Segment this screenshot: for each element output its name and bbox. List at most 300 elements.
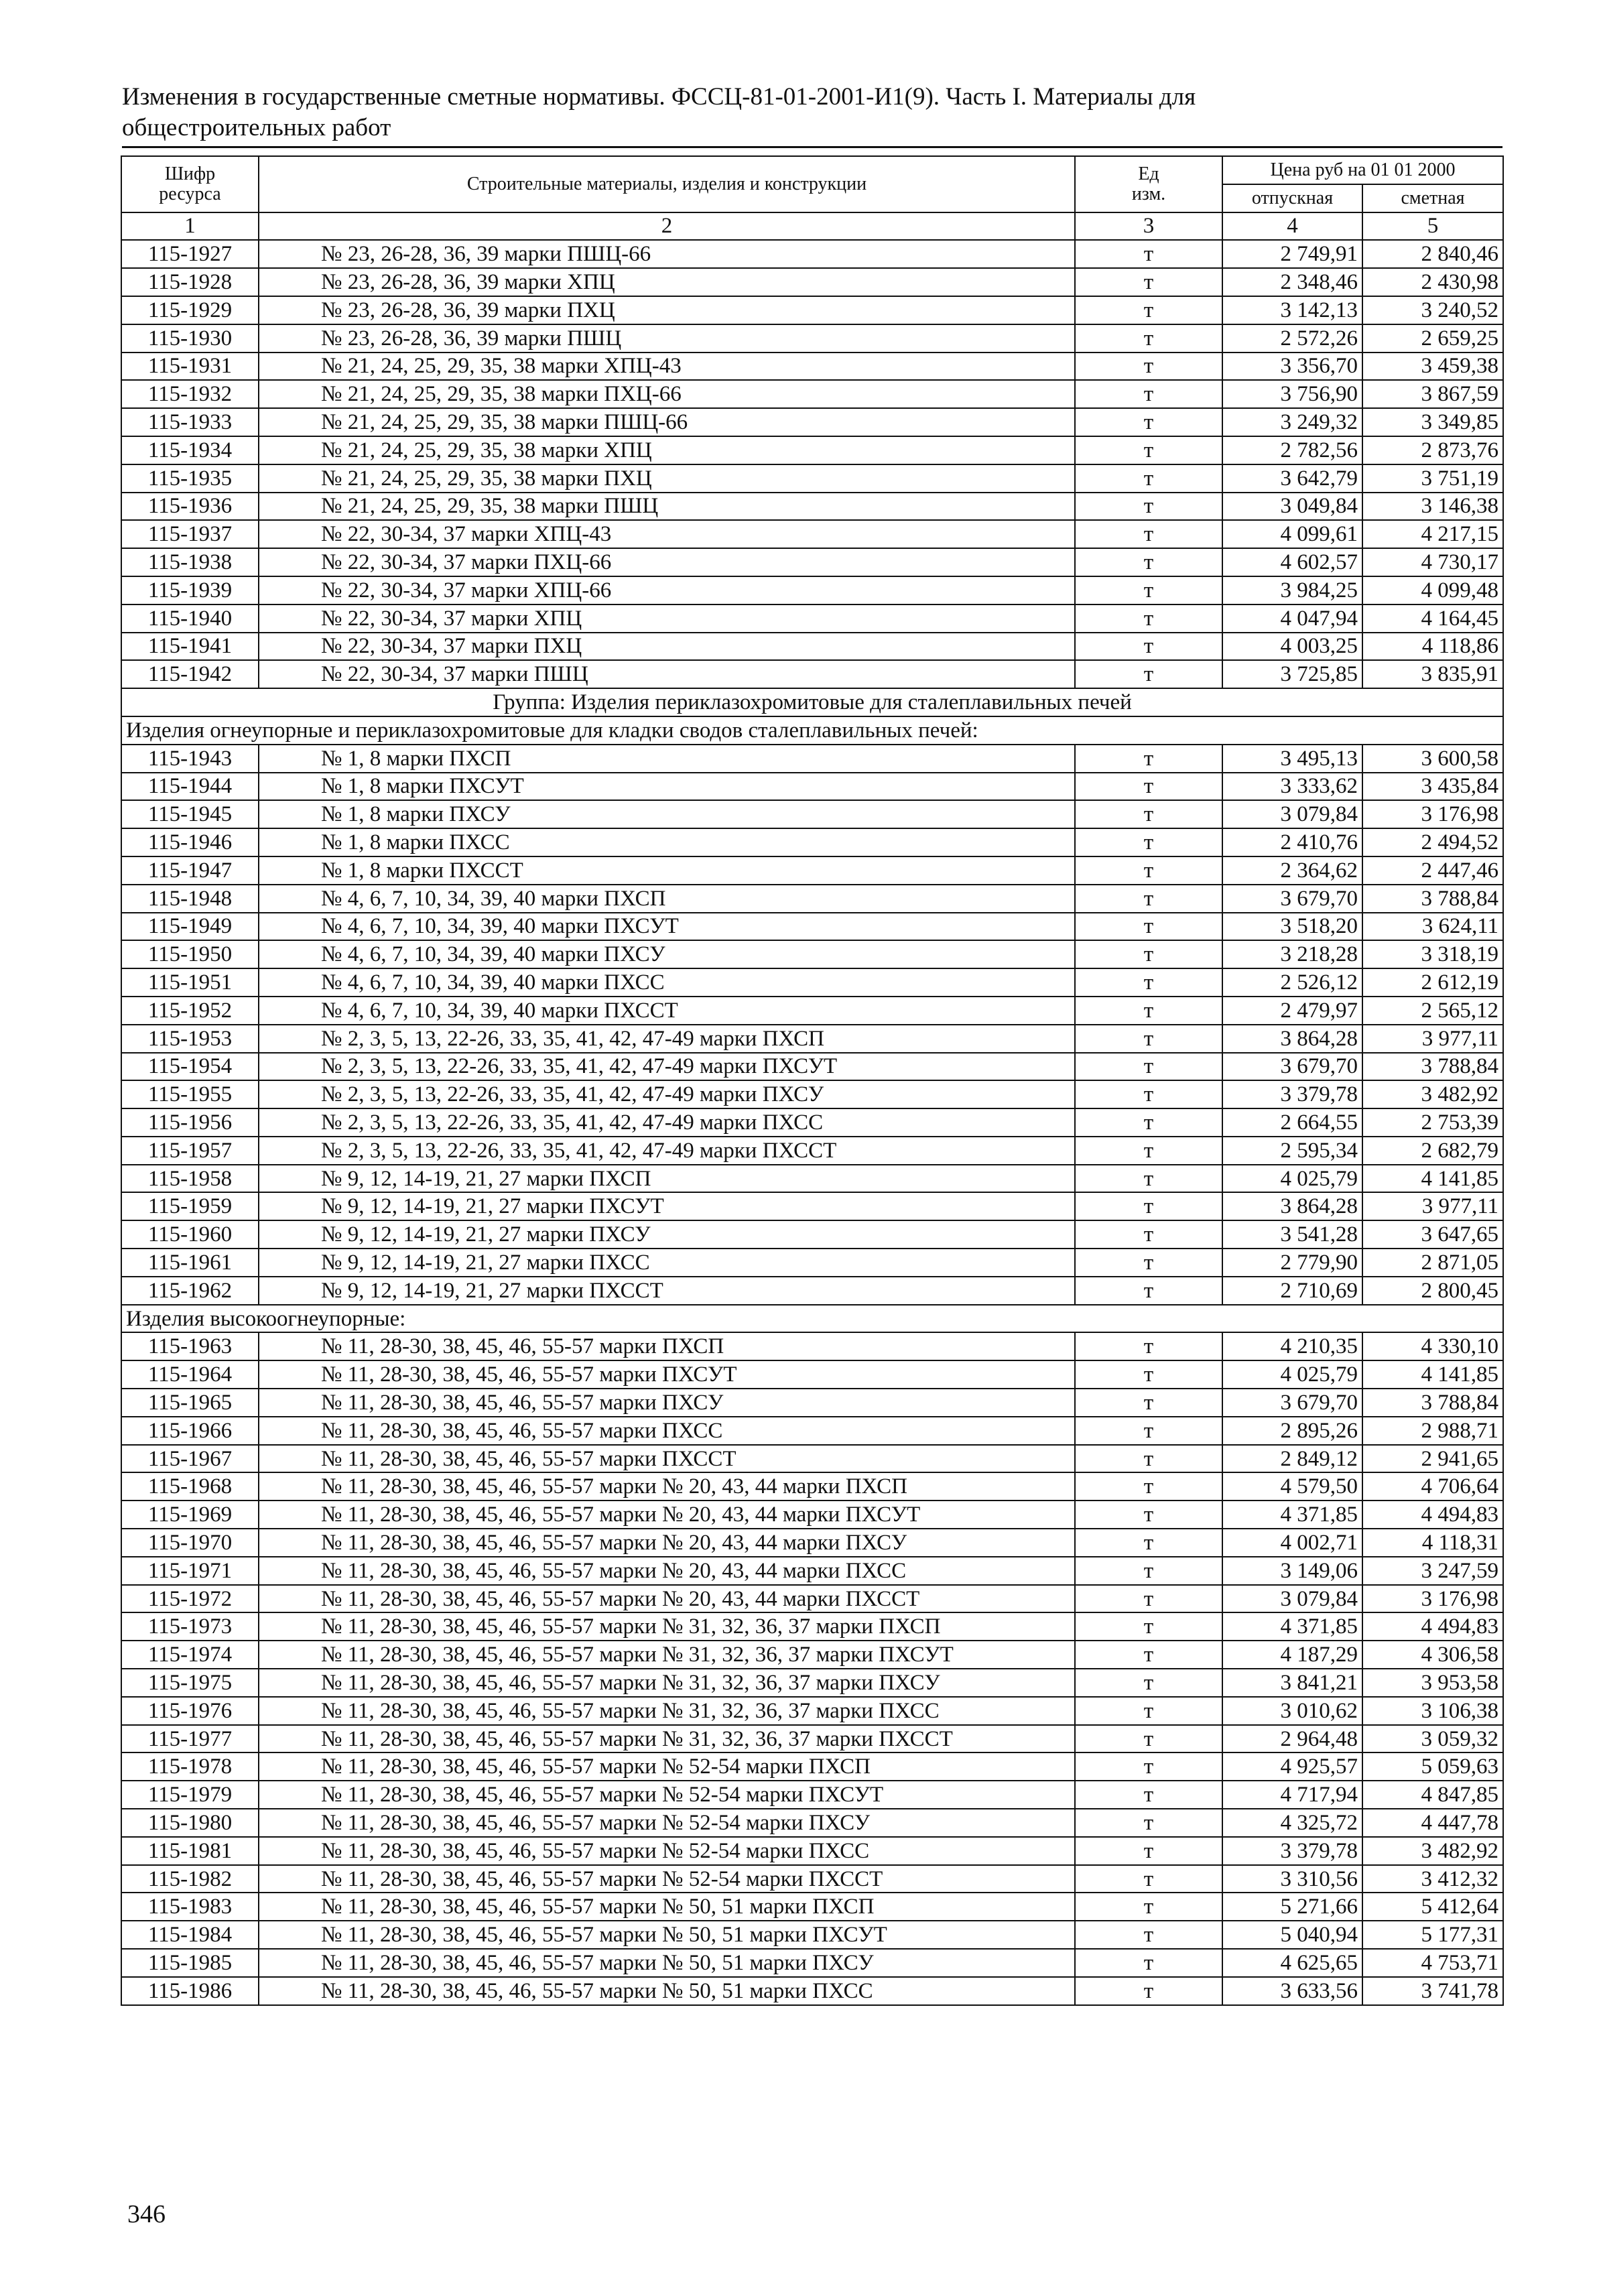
estimate-price: 3 146,38 [1362, 493, 1503, 521]
unit: т [1075, 604, 1222, 633]
unit: т [1075, 940, 1222, 968]
release-price: 2 348,46 [1222, 268, 1362, 296]
estimate-price: 3 059,32 [1362, 1725, 1503, 1753]
release-price: 4 371,85 [1222, 1501, 1362, 1529]
resource-code: 115-1953 [121, 1025, 259, 1053]
estimate-price: 4 141,85 [1362, 1165, 1503, 1193]
table-row [121, 436, 1503, 464]
group-row [121, 688, 1503, 716]
estimate-price: 4 494,83 [1362, 1501, 1503, 1529]
table-row [121, 913, 1503, 941]
material-name: № 2, 3, 5, 13, 22-26, 33, 35, 41, 42, 47-49 марки ПХСС [259, 1108, 1075, 1137]
table-row [121, 1585, 1503, 1613]
code-header-line-1: Шифр [164, 163, 216, 184]
estimate-price: 5 412,64 [1362, 1893, 1503, 1921]
unit: т [1075, 324, 1222, 353]
unit: т [1075, 745, 1222, 773]
resource-code: 115-1977 [121, 1725, 259, 1753]
resource-code: 115-1984 [121, 1921, 259, 1949]
unit: т [1075, 1865, 1222, 1893]
table-row [121, 1417, 1503, 1445]
table-row [121, 493, 1503, 521]
unit: т [1075, 1697, 1222, 1725]
material-name: № 21, 24, 25, 29, 35, 38 марки ПХЦ [259, 464, 1075, 493]
table-row [121, 885, 1503, 913]
release-price: 3 079,84 [1222, 800, 1362, 828]
material-name: № 11, 28-30, 38, 45, 46, 55-57 марки № 50, 51 марки ПХСП [259, 1893, 1075, 1921]
unit: т [1075, 1220, 1222, 1249]
release-price: 3 633,56 [1222, 1977, 1362, 2005]
subgroup-row [121, 716, 1503, 745]
column-header-estimate: сметная [1362, 184, 1503, 212]
resource-code: 115-1950 [121, 940, 259, 968]
resource-code: 115-1942 [121, 660, 259, 688]
table-row [121, 856, 1503, 885]
table-row [121, 1332, 1503, 1360]
release-price: 2 364,62 [1222, 856, 1362, 885]
resource-code: 115-1948 [121, 885, 259, 913]
table-row [121, 1137, 1503, 1165]
material-name: № 23, 26-28, 36, 39 марки ПШЦ [259, 324, 1075, 353]
estimate-price: 2 659,25 [1362, 324, 1503, 353]
material-name: № 1, 8 марки ПХСУТ [259, 773, 1075, 801]
release-price: 4 925,57 [1222, 1752, 1362, 1781]
release-price: 4 003,25 [1222, 633, 1362, 661]
release-price: 2 526,12 [1222, 968, 1362, 997]
unit: т [1075, 856, 1222, 885]
subgroup-title: Изделия высокоогнеупорные: [121, 1305, 1503, 1333]
unit: т [1075, 633, 1222, 661]
unit: т [1075, 1137, 1222, 1165]
estimate-price: 3 412,32 [1362, 1865, 1503, 1893]
estimate-price: 4 306,58 [1362, 1641, 1503, 1669]
unit: т [1075, 520, 1222, 548]
release-price: 4 025,79 [1222, 1165, 1362, 1193]
release-price: 2 779,90 [1222, 1249, 1362, 1277]
table-row [121, 1669, 1503, 1697]
unit: т [1075, 296, 1222, 324]
table-row [121, 1893, 1503, 1921]
unit: т [1075, 660, 1222, 688]
table-row [121, 997, 1503, 1025]
material-name: № 23, 26-28, 36, 39 марки ПХЦ [259, 296, 1075, 324]
release-price: 3 249,32 [1222, 408, 1362, 436]
unit: т [1075, 1108, 1222, 1137]
table-section-b [121, 745, 1503, 1305]
material-name: № 11, 28-30, 38, 45, 46, 55-57 марки ПХСС [259, 1417, 1075, 1445]
resource-code: 115-1968 [121, 1472, 259, 1501]
table-section-c [121, 1332, 1503, 2004]
unit: т [1075, 885, 1222, 913]
resource-code: 115-1964 [121, 1360, 259, 1389]
estimate-price: 4 706,64 [1362, 1472, 1503, 1501]
resource-code: 115-1976 [121, 1697, 259, 1725]
release-price: 3 379,78 [1222, 1837, 1362, 1865]
release-price: 3 310,56 [1222, 1865, 1362, 1893]
release-price: 2 895,26 [1222, 1417, 1362, 1445]
material-name: № 11, 28-30, 38, 45, 46, 55-57 марки № 50, 51 марки ПХСУ [259, 1949, 1075, 1977]
estimate-price: 3 318,19 [1362, 940, 1503, 968]
estimate-price: 3 977,11 [1362, 1025, 1503, 1053]
material-name: № 11, 28-30, 38, 45, 46, 55-57 марки № 52-54 марки ПХСУ [259, 1809, 1075, 1837]
resource-code: 115-1967 [121, 1445, 259, 1473]
table-row [121, 324, 1503, 353]
release-price: 5 271,66 [1222, 1893, 1362, 1921]
unit: т [1075, 353, 1222, 381]
resource-code: 115-1936 [121, 493, 259, 521]
table-section-a [121, 240, 1503, 688]
table-row [121, 1277, 1503, 1305]
estimate-price: 3 788,84 [1362, 1053, 1503, 1081]
unit: т [1075, 1360, 1222, 1389]
column-header-name: Строительные материалы, изделия и конструкции [259, 156, 1075, 212]
estimate-price: 2 871,05 [1362, 1249, 1503, 1277]
estimate-price: 3 176,98 [1362, 800, 1503, 828]
material-name: № 21, 24, 25, 29, 35, 38 марки ПШЦ-66 [259, 408, 1075, 436]
unit: т [1075, 773, 1222, 801]
table-row [121, 1445, 1503, 1473]
release-price: 3 518,20 [1222, 913, 1362, 941]
estimate-price: 2 988,71 [1362, 1417, 1503, 1445]
table-row [121, 940, 1503, 968]
release-price: 3 756,90 [1222, 380, 1362, 408]
unit: т [1075, 1949, 1222, 1977]
material-name: № 4, 6, 7, 10, 34, 39, 40 марки ПХСУ [259, 940, 1075, 968]
table-row [121, 1053, 1503, 1081]
release-price: 3 679,70 [1222, 885, 1362, 913]
material-name: № 2, 3, 5, 13, 22-26, 33, 35, 41, 42, 47-49 марки ПХСУ [259, 1080, 1075, 1108]
estimate-price: 4 118,31 [1362, 1529, 1503, 1557]
estimate-price: 3 176,98 [1362, 1585, 1503, 1613]
header-line-2: общестроительных работ [122, 114, 391, 141]
unit: т [1075, 1192, 1222, 1220]
resource-code: 115-1940 [121, 604, 259, 633]
resource-code: 115-1932 [121, 380, 259, 408]
table-row [121, 1165, 1503, 1193]
release-price: 2 664,55 [1222, 1108, 1362, 1137]
estimate-price: 2 840,46 [1362, 240, 1503, 268]
material-name: № 11, 28-30, 38, 45, 46, 55-57 марки № 52-54 марки ПХСС [259, 1837, 1075, 1865]
resource-code: 115-1975 [121, 1669, 259, 1697]
estimate-price: 2 494,52 [1362, 828, 1503, 856]
table-row [121, 268, 1503, 296]
estimate-price: 3 867,59 [1362, 380, 1503, 408]
resource-code: 115-1985 [121, 1949, 259, 1977]
unit: т [1075, 493, 1222, 521]
unit: т [1075, 1893, 1222, 1921]
material-name: № 22, 30-34, 37 марки ХПЦ-43 [259, 520, 1075, 548]
resource-code: 115-1978 [121, 1752, 259, 1781]
estimate-price: 4 753,71 [1362, 1949, 1503, 1977]
resource-code: 115-1949 [121, 913, 259, 941]
estimate-price: 3 953,58 [1362, 1669, 1503, 1697]
table-row [121, 1529, 1503, 1557]
release-price: 4 625,65 [1222, 1949, 1362, 1977]
estimate-price: 3 788,84 [1362, 885, 1503, 913]
resource-code: 115-1957 [121, 1137, 259, 1165]
column-number: 1 [121, 212, 259, 241]
release-price: 2 849,12 [1222, 1445, 1362, 1473]
unit: т [1075, 1921, 1222, 1949]
table-row [121, 1809, 1503, 1837]
unit: т [1075, 1781, 1222, 1809]
table-row [121, 1192, 1503, 1220]
release-price: 3 841,21 [1222, 1669, 1362, 1697]
estimate-price: 3 835,91 [1362, 660, 1503, 688]
material-name: № 11, 28-30, 38, 45, 46, 55-57 марки № 31, 32, 36, 37 марки ПХССТ [259, 1725, 1075, 1753]
material-name: № 1, 8 марки ПХСС [259, 828, 1075, 856]
release-price: 3 495,13 [1222, 745, 1362, 773]
table-row [121, 660, 1503, 688]
estimate-price: 4 141,85 [1362, 1360, 1503, 1389]
unit: т [1075, 1585, 1222, 1613]
estimate-price: 5 059,63 [1362, 1752, 1503, 1781]
release-price: 4 717,94 [1222, 1781, 1362, 1809]
resource-code: 115-1945 [121, 800, 259, 828]
unit: т [1075, 240, 1222, 268]
unit: т [1075, 408, 1222, 436]
resource-code: 115-1979 [121, 1781, 259, 1809]
material-name: № 23, 26-28, 36, 39 марки ХПЦ [259, 268, 1075, 296]
estimate-price: 4 447,78 [1362, 1809, 1503, 1837]
estimate-price: 3 600,58 [1362, 745, 1503, 773]
material-name: № 4, 6, 7, 10, 34, 39, 40 марки ПХСС [259, 968, 1075, 997]
material-name: № 21, 24, 25, 29, 35, 38 марки ПШЦ [259, 493, 1075, 521]
table-row [121, 1781, 1503, 1809]
release-price: 3 142,13 [1222, 296, 1362, 324]
estimate-price: 2 800,45 [1362, 1277, 1503, 1305]
resource-code: 115-1962 [121, 1277, 259, 1305]
unit: т [1075, 1472, 1222, 1501]
release-price: 3 864,28 [1222, 1192, 1362, 1220]
unit: т [1075, 1837, 1222, 1865]
release-price: 4 187,29 [1222, 1641, 1362, 1669]
subgroup-section [121, 1305, 1503, 1333]
material-name: № 22, 30-34, 37 марки ХПЦ [259, 604, 1075, 633]
resource-code: 115-1983 [121, 1893, 259, 1921]
estimate-price: 4 494,83 [1362, 1612, 1503, 1641]
table-row [121, 1472, 1503, 1501]
table-row [121, 773, 1503, 801]
table-row [121, 1921, 1503, 1949]
resource-code: 115-1941 [121, 633, 259, 661]
unit: т [1075, 1165, 1222, 1193]
unit: т [1075, 1080, 1222, 1108]
material-name: № 2, 3, 5, 13, 22-26, 33, 35, 41, 42, 47-49 марки ПХССТ [259, 1137, 1075, 1165]
unit: т [1075, 800, 1222, 828]
material-name: № 11, 28-30, 38, 45, 46, 55-57 марки ПХССТ [259, 1445, 1075, 1473]
material-name: № 22, 30-34, 37 марки ХПЦ-66 [259, 576, 1075, 604]
estimate-price: 2 753,39 [1362, 1108, 1503, 1137]
table-row [121, 576, 1503, 604]
resource-code: 115-1970 [121, 1529, 259, 1557]
estimate-price: 3 482,92 [1362, 1837, 1503, 1865]
release-price: 2 572,26 [1222, 324, 1362, 353]
release-price: 3 149,06 [1222, 1557, 1362, 1585]
estimate-price: 3 741,78 [1362, 1977, 1503, 2005]
resource-code: 115-1934 [121, 436, 259, 464]
estimate-price: 4 099,48 [1362, 576, 1503, 604]
release-price: 3 049,84 [1222, 493, 1362, 521]
material-name: № 2, 3, 5, 13, 22-26, 33, 35, 41, 42, 47-49 марки ПХСУТ [259, 1053, 1075, 1081]
release-price: 3 541,28 [1222, 1220, 1362, 1249]
table-row [121, 1360, 1503, 1389]
header-line-1: Изменения в государственные сметные нормативы. ФССЦ-81-01-2001-И1(9). Часть I. Материалы для [122, 83, 1196, 111]
unit-header-line-2: изм. [1131, 183, 1166, 204]
resource-code: 115-1973 [121, 1612, 259, 1641]
unit: т [1075, 1612, 1222, 1641]
table-row [121, 1837, 1503, 1865]
unit-header-line-1: Ед [1138, 163, 1159, 184]
table-row [121, 800, 1503, 828]
resource-code: 115-1951 [121, 968, 259, 997]
document-header [122, 82, 1502, 143]
material-name: № 11, 28-30, 38, 45, 46, 55-57 марки № 31, 32, 36, 37 марки ПХСС [259, 1697, 1075, 1725]
unit: т [1075, 1025, 1222, 1053]
estimate-price: 2 430,98 [1362, 268, 1503, 296]
resource-code: 115-1927 [121, 240, 259, 268]
release-price: 2 410,76 [1222, 828, 1362, 856]
group-section [121, 688, 1503, 745]
release-price: 3 864,28 [1222, 1025, 1362, 1053]
resource-code: 115-1961 [121, 1249, 259, 1277]
resource-code: 115-1933 [121, 408, 259, 436]
column-header-release: отпускная [1222, 184, 1362, 212]
estimate-price: 3 435,84 [1362, 773, 1503, 801]
resource-code: 115-1982 [121, 1865, 259, 1893]
unit: т [1075, 436, 1222, 464]
release-price: 3 010,62 [1222, 1697, 1362, 1725]
material-name: № 11, 28-30, 38, 45, 46, 55-57 марки № 31, 32, 36, 37 марки ПХСУТ [259, 1641, 1075, 1669]
material-name: № 11, 28-30, 38, 45, 46, 55-57 марки № 20, 43, 44 марки ПХССТ [259, 1585, 1075, 1613]
material-name: № 11, 28-30, 38, 45, 46, 55-57 марки № 20, 43, 44 марки ПХСП [259, 1472, 1075, 1501]
column-number-row [121, 212, 1503, 241]
column-number: 4 [1222, 212, 1362, 241]
release-price: 2 479,97 [1222, 997, 1362, 1025]
unit: т [1075, 1277, 1222, 1305]
unit: т [1075, 548, 1222, 576]
estimate-price: 4 118,86 [1362, 633, 1503, 661]
release-price: 4 579,50 [1222, 1472, 1362, 1501]
material-name: № 9, 12, 14-19, 21, 27 марки ПХСП [259, 1165, 1075, 1193]
resource-code: 115-1956 [121, 1108, 259, 1137]
estimate-price: 4 730,17 [1362, 548, 1503, 576]
unit: т [1075, 1557, 1222, 1585]
table-row [121, 1725, 1503, 1753]
material-name: № 22, 30-34, 37 марки ПХЦ [259, 633, 1075, 661]
table-row [121, 828, 1503, 856]
material-name: № 4, 6, 7, 10, 34, 39, 40 марки ПХСП [259, 885, 1075, 913]
material-name: № 4, 6, 7, 10, 34, 39, 40 марки ПХССТ [259, 997, 1075, 1025]
release-price: 2 964,48 [1222, 1725, 1362, 1753]
release-price: 2 595,34 [1222, 1137, 1362, 1165]
release-price: 4 025,79 [1222, 1360, 1362, 1389]
unit: т [1075, 1332, 1222, 1360]
release-price: 3 333,62 [1222, 773, 1362, 801]
column-header-code [121, 156, 259, 212]
estimate-price: 3 240,52 [1362, 296, 1503, 324]
resource-code: 115-1939 [121, 576, 259, 604]
estimate-price: 4 217,15 [1362, 520, 1503, 548]
table-row [121, 633, 1503, 661]
material-name: № 9, 12, 14-19, 21, 27 марки ПХССТ [259, 1277, 1075, 1305]
resource-code: 115-1969 [121, 1501, 259, 1529]
release-price: 4 099,61 [1222, 520, 1362, 548]
unit: т [1075, 1809, 1222, 1837]
release-price: 3 725,85 [1222, 660, 1362, 688]
resource-code: 115-1981 [121, 1837, 259, 1865]
unit: т [1075, 997, 1222, 1025]
table-row [121, 1501, 1503, 1529]
material-name: № 21, 24, 25, 29, 35, 38 марки ХПЦ-43 [259, 353, 1075, 381]
table-row [121, 604, 1503, 633]
unit: т [1075, 1752, 1222, 1781]
material-name: № 11, 28-30, 38, 45, 46, 55-57 марки № 50, 51 марки ПХСС [259, 1977, 1075, 2005]
table-row [121, 240, 1503, 268]
unit: т [1075, 913, 1222, 941]
resource-code: 115-1955 [121, 1080, 259, 1108]
release-price: 3 984,25 [1222, 576, 1362, 604]
estimate-price: 3 751,19 [1362, 464, 1503, 493]
release-price: 3 379,78 [1222, 1080, 1362, 1108]
subgroup-row [121, 1305, 1503, 1333]
estimate-price: 3 247,59 [1362, 1557, 1503, 1585]
material-name: № 23, 26-28, 36, 39 марки ПШЦ-66 [259, 240, 1075, 268]
estimate-price: 3 624,11 [1362, 913, 1503, 941]
material-name: № 11, 28-30, 38, 45, 46, 55-57 марки № 31, 32, 36, 37 марки ПХСП [259, 1612, 1075, 1641]
table-row [121, 1249, 1503, 1277]
unit: т [1075, 380, 1222, 408]
resource-code: 115-1943 [121, 745, 259, 773]
release-price: 4 371,85 [1222, 1612, 1362, 1641]
release-price: 5 040,94 [1222, 1921, 1362, 1949]
material-name: № 11, 28-30, 38, 45, 46, 55-57 марки ПХСУ [259, 1389, 1075, 1417]
estimate-price: 2 565,12 [1362, 997, 1503, 1025]
table-row [121, 968, 1503, 997]
resource-code: 115-1937 [121, 520, 259, 548]
column-number: 2 [259, 212, 1075, 241]
release-price: 4 602,57 [1222, 548, 1362, 576]
release-price: 2 710,69 [1222, 1277, 1362, 1305]
resource-code: 115-1980 [121, 1809, 259, 1837]
table-row [121, 1108, 1503, 1137]
resource-code: 115-1935 [121, 464, 259, 493]
table-row [121, 1389, 1503, 1417]
table-row [121, 1641, 1503, 1669]
unit: т [1075, 1529, 1222, 1557]
material-name: № 11, 28-30, 38, 45, 46, 55-57 марки ПХСП [259, 1332, 1075, 1360]
material-name: № 1, 8 марки ПХСУ [259, 800, 1075, 828]
column-header-price: Цена руб на 01 01 2000 [1222, 156, 1503, 184]
unit: т [1075, 464, 1222, 493]
resource-code: 115-1986 [121, 1977, 259, 2005]
page-number: 346 [127, 2200, 166, 2228]
estimate-price: 3 106,38 [1362, 1697, 1503, 1725]
unit: т [1075, 1445, 1222, 1473]
table-row [121, 548, 1503, 576]
resource-code: 115-1954 [121, 1053, 259, 1081]
resource-code: 115-1928 [121, 268, 259, 296]
table-row [121, 1865, 1503, 1893]
material-name: № 11, 28-30, 38, 45, 46, 55-57 марки № 20, 43, 44 марки ПХСУТ [259, 1501, 1075, 1529]
estimate-price: 2 682,79 [1362, 1137, 1503, 1165]
material-name: № 11, 28-30, 38, 45, 46, 55-57 марки № 52-54 марки ПХСП [259, 1752, 1075, 1781]
estimate-price: 3 977,11 [1362, 1192, 1503, 1220]
resource-code: 115-1947 [121, 856, 259, 885]
table-row [121, 520, 1503, 548]
resource-code: 115-1974 [121, 1641, 259, 1669]
release-price: 4 047,94 [1222, 604, 1362, 633]
